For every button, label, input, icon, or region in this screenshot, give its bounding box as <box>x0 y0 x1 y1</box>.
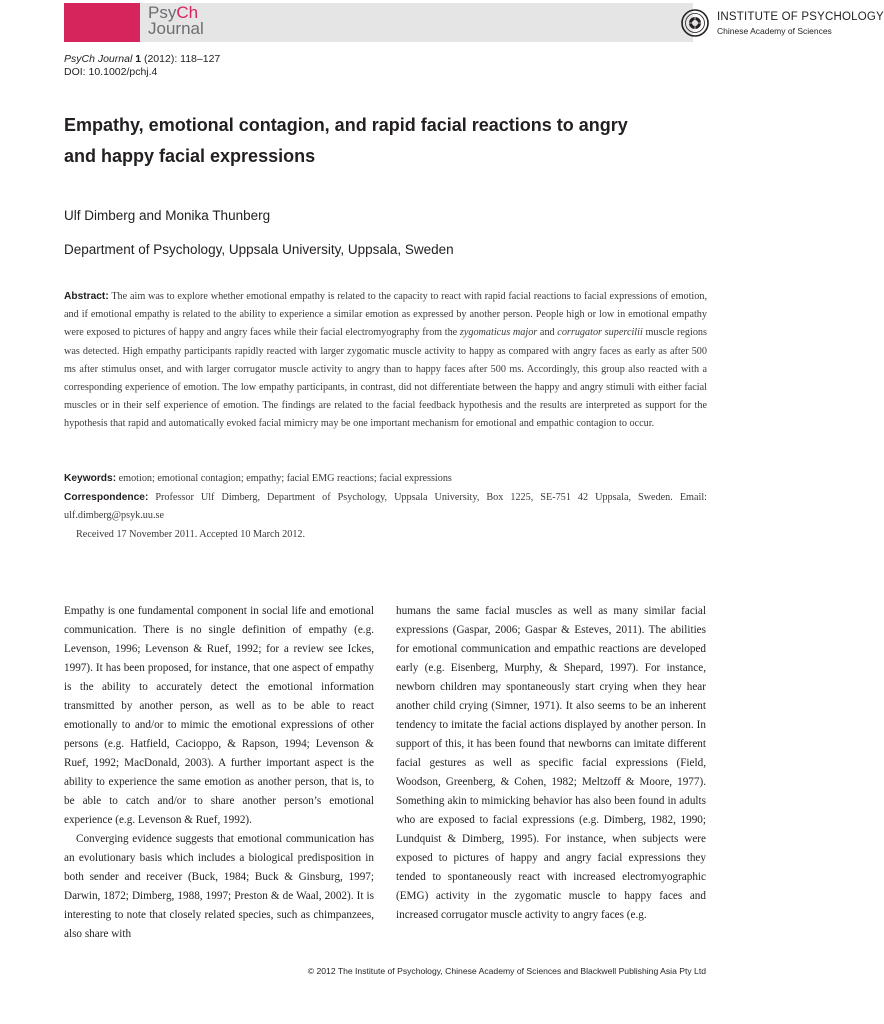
brand-ch: Ch <box>176 3 199 22</box>
institute-name: INSTITUTE OF PSYCHOLOGY <box>717 11 884 23</box>
article-title-line1: Empathy, emotional contagion, and rapid facial reactions to angry <box>64 115 628 135</box>
brand-psy: Psy <box>148 3 177 22</box>
citation <box>64 53 220 79</box>
abstract-text-a: The aim was to explore whether emotional empathy is related to the capacity to react with rapid facial reactions to facial expressions of emotion, and if emotional empathy is related to the ability to experience a similar emotion as expressed by another person. People high or low in emotional empathy were exposed to pictures of happy and angry faces while their facial electromyography from the <box>64 291 707 339</box>
institute-seal-icon <box>681 9 709 37</box>
affiliation: Department of Psychology, Uppsala University, Uppsala, Sweden <box>64 242 454 257</box>
correspondence-label: Correspondence: <box>64 491 149 503</box>
keywords-label: Keywords: <box>64 473 117 484</box>
authors: Ulf Dimberg and Monika Thunberg <box>64 208 271 223</box>
abstract-label: Abstract: <box>64 291 109 302</box>
received-dates: Received 17 November 2011. Accepted 10 March 2012. <box>76 528 306 540</box>
abstract-italic-zygomaticus: zygomaticus major <box>459 327 538 339</box>
journal-header-band <box>64 3 884 42</box>
citation-doi[interactable]: DOI: 10.1002/pchj.4 <box>64 66 158 78</box>
correspondence-line <box>64 489 707 526</box>
correspondence-text: Professor Ulf Dimberg, Department of Psychology, Uppsala University, Box 1225, SE-751 42 Uppsala, Sweden. Email: ulf.dimberg@psyk.uu.se <box>64 491 707 521</box>
abstract-text-c: muscle regions was detected. High empathy participants rapidly reacted with larger zygomatic muscle activity to happy as compared with angry faces as early as after 500 ms after stimulus onset, and with larger corrugator muscle activity to angry than to happy faces after 500 ms. Accordingly, this group also reacted with a corresponding experience of emotion. The low empathy participants, in contrast, did not differentiate between the happy and angry stimuli with either facial muscles or in their self experience of emotion. The findings are related to the facial feedback hypothesis and the results are interpreted as support for the hypothesis that rapid and automatically evoked facial mimicry may be one important mechanism for emotional and empathic contagion to occur. <box>64 327 707 430</box>
abstract <box>64 288 707 434</box>
article-meta <box>64 470 707 544</box>
journal-logo-block <box>64 3 140 42</box>
citation-year-pages: (2012): 118–127 <box>143 53 221 65</box>
body-paragraph: humans the same facial muscles as well as many similar facial expressions (Gaspar, 2006; Gaspar & Esteves, 2011). The abilities for emotional communication and empathic reactions are developed early (e.g. Eisenberg, Murphy, & Shepard, 1997). For instance, newborn children may spontaneously start crying when they hear another child crying (Simner, 1971). It also seems to be an inherent tendency to imitate the facial actions displayed by another person. In support of this, it has been found that newborns can imitate different facial gestures as well as specific facial expressions (Field, Woodson, Greenberg, & Cohen, 1982; Meltzoff & Moore, 1977). Something akin to mimicking behavior has also been found in adults who are exposed to facial expressions (e.g. Dimberg, 1982, 1990; Lundquist & Dimberg, 1995). For instance, when subjects were exposed to pictures of happy and angry facial expressions they tended to spontaneously react with increased electromyographic (EMG) activity in the zygomatic muscle to happy faces and increased corrugator muscle activity to angry faces (e.g. <box>396 605 706 921</box>
body-paragraph: Empathy is one fundamental component in social life and emotional communication. There is no single definition of empathy (e.g. Levenson, 1996; Levenson & Ruef, 1992; for a review see Ickes, 1997). It has been proposed, for instance, that one aspect of empathy is the ability to accurately detect the emotional information transmitted by another person, as well as to be able to react emotionally to and/or to mimic the emotional expressions of other persons (e.g. Hatfield, Cacioppo, & Rapson, 1994; Levenson & Ruef, 1992; MacDonald, 2003). A further important aspect is the ability to experience the same emotion as another person, that is, to be able to catch and/or to share another person’s emotional experience (e.g. Levenson & Ruef, 1992). <box>64 605 374 826</box>
article-title <box>64 110 704 172</box>
keywords-line <box>64 470 707 489</box>
keywords-text: emotion; emotional contagion; empathy; facial EMG reactions; facial expressions <box>116 473 452 484</box>
citation-journal: PsyCh Journal <box>64 53 133 65</box>
article-title-line2: and happy facial expressions <box>64 146 316 166</box>
body-paragraph: Converging evidence suggests that emotional communication has an evolutionary basis which includes a biological predisposition in both sender and receiver (Buck, 1984; Buck & Ginsburg, 1997; Darwin, 1872; Dimberg, 1988, 1997; Preston & de Waal, 2002). It is interesting to note that closely related species, such as chimpanzees, also share with <box>64 833 374 940</box>
institute-subtitle: Chinese Academy of Sciences <box>717 26 832 36</box>
journal-brand <box>148 5 204 37</box>
copyright-footer: © 2012 The Institute of Psychology, Chinese Academy of Sciences and Blackwell Publishing Asia Pty Ltd <box>307 966 706 976</box>
citation-volume: 1 <box>135 53 142 65</box>
brand-journal: Journal <box>148 19 204 38</box>
body-column-left <box>64 602 374 944</box>
abstract-text-b: and <box>537 327 558 339</box>
body-column-right <box>396 602 706 925</box>
abstract-italic-corrugator: corrugator supercilii <box>557 327 643 339</box>
